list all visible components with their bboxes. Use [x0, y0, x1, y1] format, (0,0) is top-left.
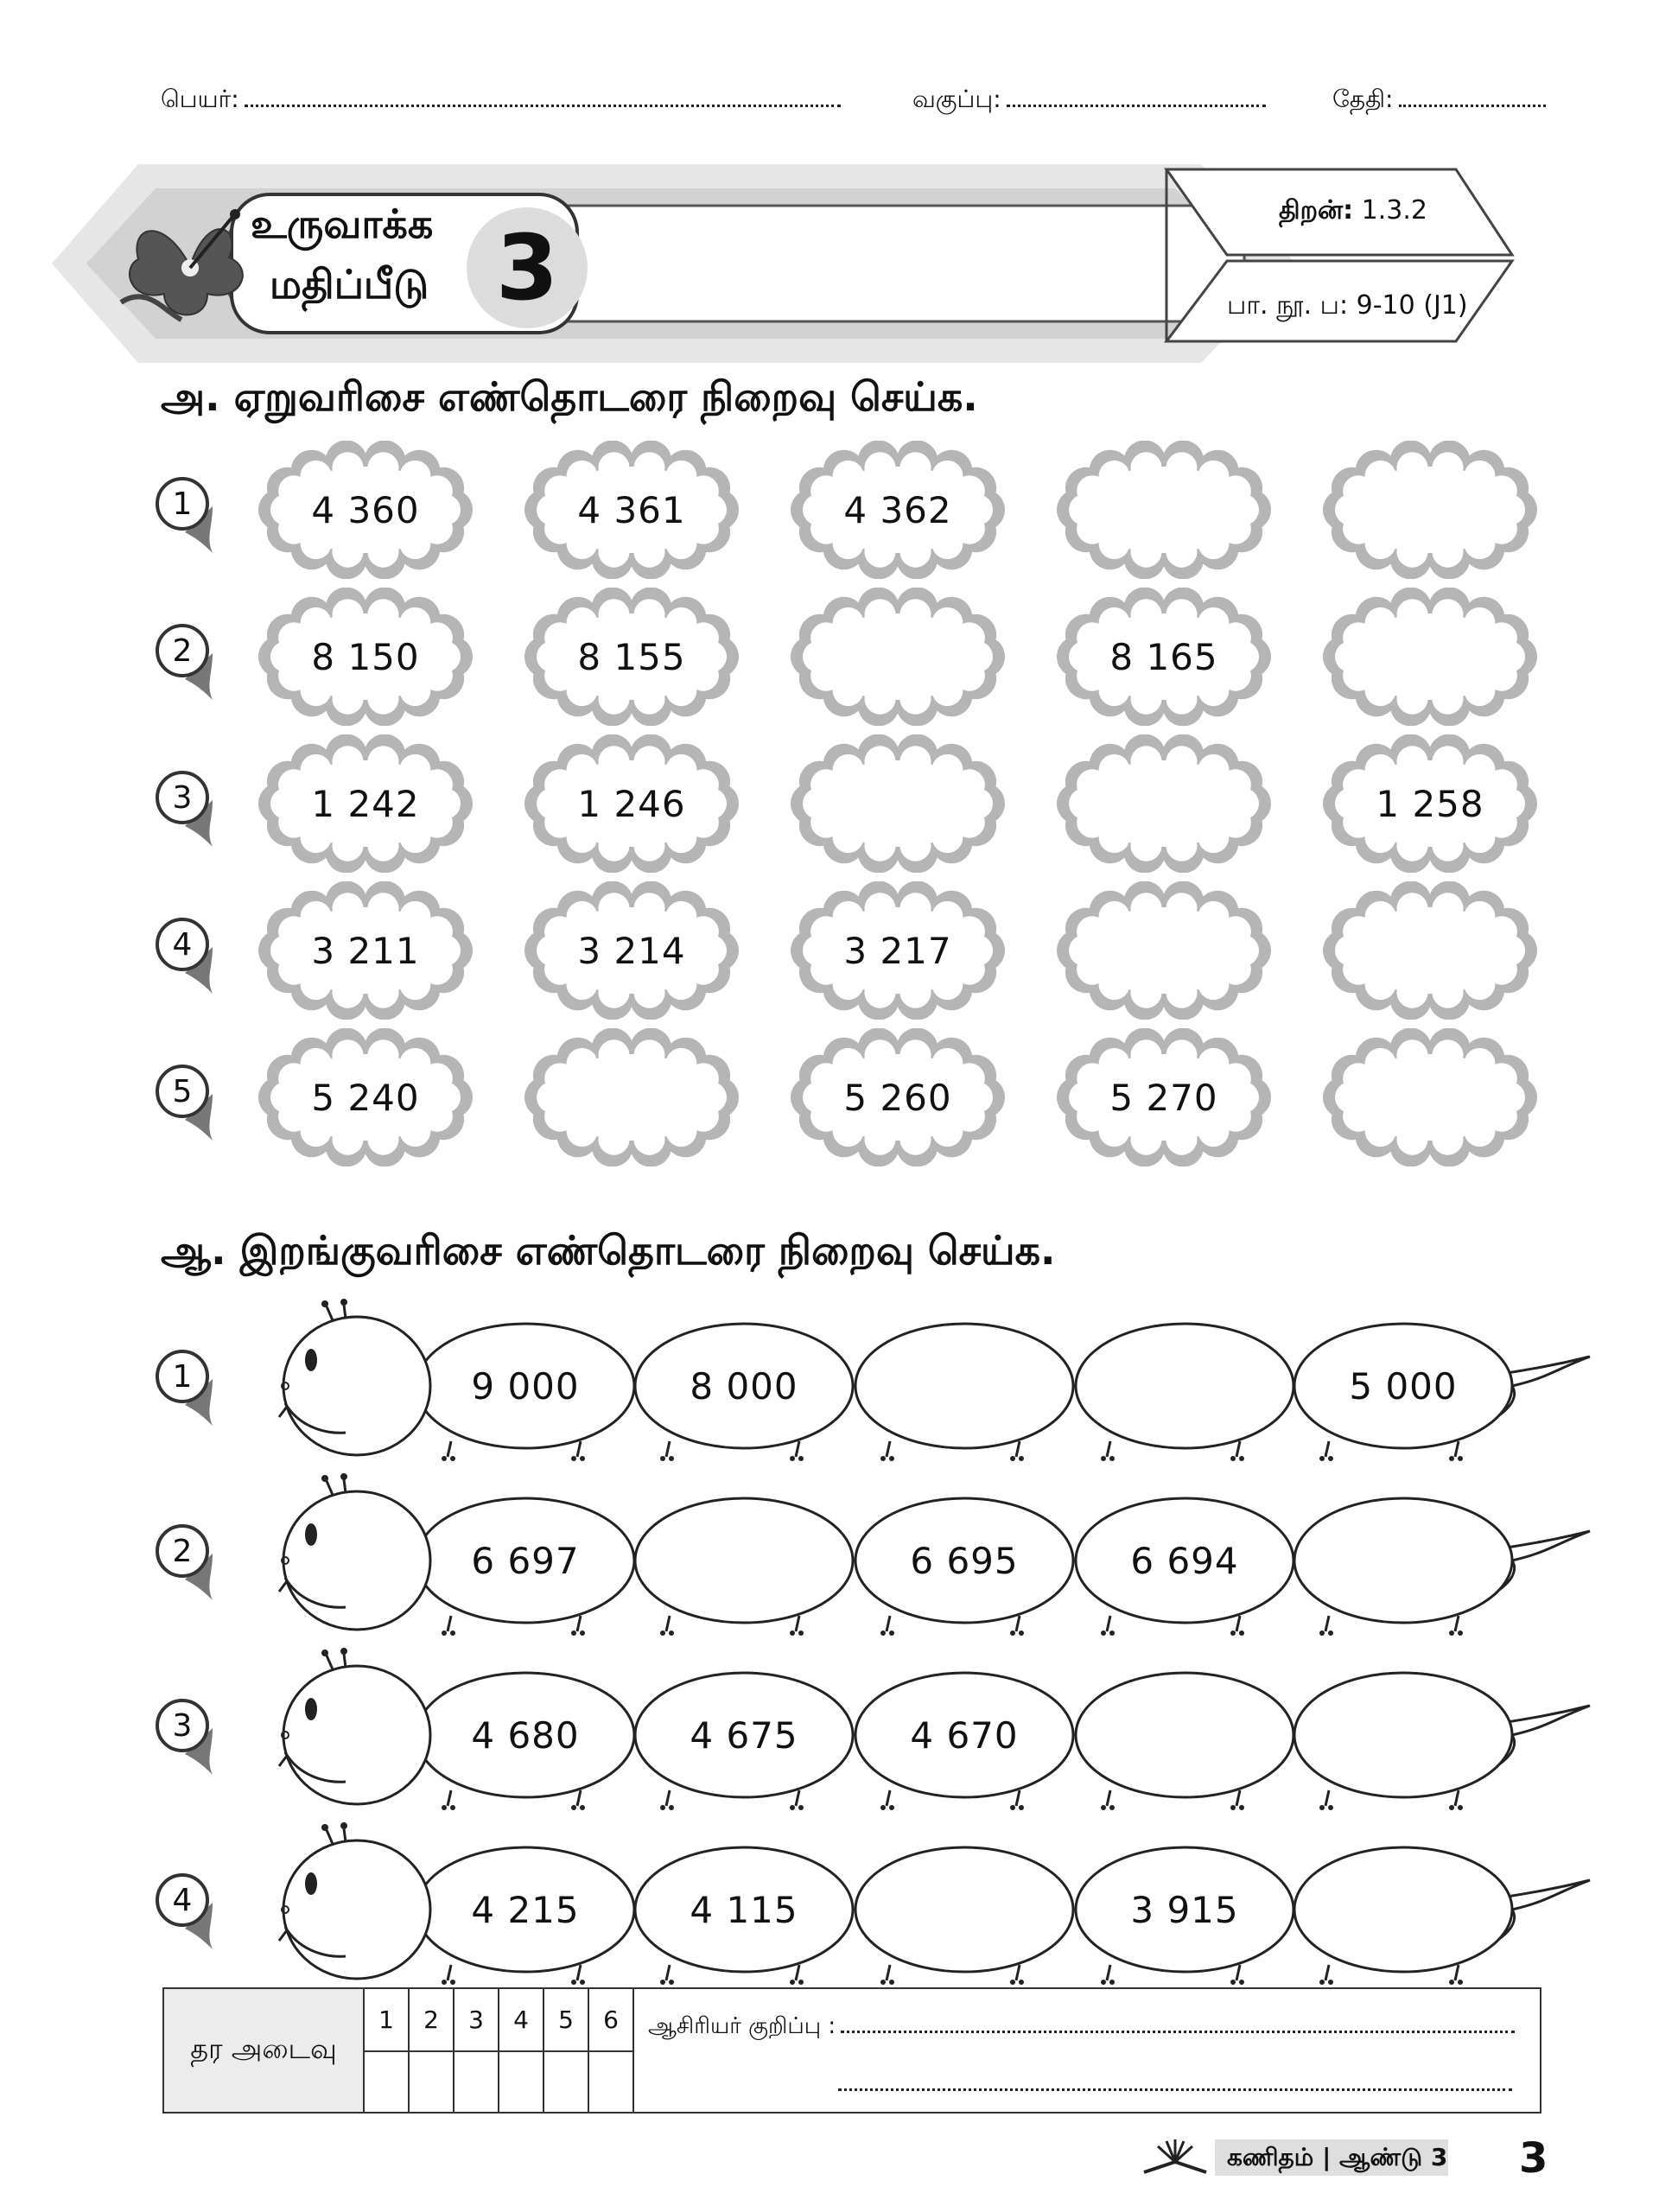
caterpillar-segment	[416, 1675, 634, 1796]
page-footer	[1141, 2134, 1624, 2183]
row-number: 4	[172, 1882, 193, 1918]
assessment-banner	[52, 164, 1573, 363]
caterpillar-segment	[635, 1849, 853, 1970]
class-field[interactable]	[912, 85, 1266, 117]
class-blank[interactable]	[1007, 88, 1266, 107]
row-number-badge	[156, 918, 214, 976]
row-number: 1	[172, 1358, 193, 1395]
row-number-badge	[156, 771, 214, 830]
number-cloud[interactable]	[1056, 734, 1272, 873]
name-blank[interactable]	[245, 88, 841, 107]
teacher-note-label: ஆசிரியர் குறிப்பு :	[648, 2013, 836, 2039]
row-number: 5	[172, 1073, 193, 1109]
cloud-value	[1056, 881, 1272, 1020]
skill-value: 1.3.2	[1361, 195, 1427, 226]
row-number: 3	[172, 1707, 193, 1744]
teacher-note-blank-1[interactable]	[841, 2018, 1515, 2033]
teacher-note-blank-2[interactable]	[838, 2075, 1512, 2091]
row-number-badge	[156, 1873, 214, 1932]
hibiscus-flower-icon	[112, 199, 268, 328]
number-cloud	[1056, 588, 1272, 726]
section-b-row-2	[156, 1471, 1607, 1643]
grade-checkbox-5[interactable]	[544, 2050, 589, 2112]
caterpillar-segment	[1076, 1500, 1294, 1621]
caterpillar-segment[interactable]	[1076, 1675, 1294, 1796]
grade-checkbox-2[interactable]	[410, 2050, 454, 2112]
row-number: 2	[172, 632, 193, 669]
skill-label: திறன்:	[1279, 195, 1354, 226]
grade-level-6: 6	[589, 1989, 634, 2050]
grade-level-5: 5	[544, 1989, 589, 2050]
segment-value: 4 675	[690, 1713, 798, 1757]
segment-value: 8 000	[690, 1364, 798, 1408]
number-cloud	[1056, 1028, 1272, 1166]
cloud-value: 3 214	[577, 929, 686, 972]
cloud-value: 8 155	[577, 635, 686, 678]
banner-title-line1: உருவாக்க	[251, 200, 434, 247]
grade-level-1: 1	[365, 1989, 410, 2050]
cloud-value: 5 260	[843, 1076, 952, 1119]
number-cloud	[1322, 734, 1538, 873]
caterpillar-segment	[855, 1500, 1073, 1621]
number-cloud[interactable]	[1056, 881, 1272, 1020]
banner-title-line2: மதிப்பீடு	[270, 261, 429, 308]
teacher-note[interactable]	[648, 2013, 1515, 2042]
caterpillar-segment[interactable]	[1076, 1325, 1294, 1446]
row-number: 4	[172, 926, 193, 963]
row-number-badge	[156, 1524, 214, 1583]
number-cloud[interactable]	[1322, 441, 1538, 579]
section-b-row-3	[156, 1645, 1607, 1818]
caterpillar-segment	[635, 1675, 853, 1796]
grade-checkbox-4[interactable]	[499, 2050, 544, 2112]
grade-levels	[365, 1989, 634, 2112]
caterpillar-segment[interactable]	[1294, 1849, 1512, 1970]
segment-value: 4 115	[690, 1888, 798, 1931]
number-cloud	[524, 441, 740, 579]
caterpillar-segment[interactable]	[855, 1325, 1073, 1446]
section-a-row-3	[156, 734, 1555, 873]
grade-level-2: 2	[410, 1989, 454, 2050]
caterpillar-segment	[1294, 1325, 1512, 1446]
student-info-fields	[161, 85, 1560, 128]
footer-subject: கணிதம் | ஆண்டு 3	[1227, 2143, 1448, 2171]
date-blank[interactable]	[1399, 88, 1546, 107]
number-cloud	[524, 734, 740, 873]
name-label: பெயர்:	[161, 85, 239, 113]
row-number: 3	[172, 779, 193, 816]
number-cloud	[257, 734, 474, 873]
caterpillar-segment	[635, 1325, 853, 1446]
assessment-number-badge: 3	[467, 207, 588, 328]
number-cloud	[524, 588, 740, 726]
class-label: வகுப்பு:	[912, 85, 1001, 113]
row-number-badge	[156, 1350, 214, 1408]
caterpillar-segment	[416, 1325, 634, 1446]
number-cloud	[790, 1028, 1006, 1166]
number-cloud[interactable]	[790, 734, 1006, 873]
book-page-info	[1227, 290, 1468, 324]
segment-value: 4 670	[910, 1713, 1019, 1757]
segment-value: 3 915	[1130, 1888, 1239, 1931]
book-logo-icon	[1141, 2138, 1210, 2176]
caterpillar-segment	[855, 1675, 1073, 1796]
segment-value: 6 694	[1130, 1539, 1239, 1582]
number-cloud	[790, 881, 1006, 1020]
cloud-value: 1 246	[577, 782, 686, 825]
cloud-value	[1322, 588, 1538, 726]
section-a-row-5	[156, 1028, 1555, 1166]
cloud-value: 4 360	[311, 488, 420, 531]
number-cloud[interactable]	[1322, 588, 1538, 726]
cloud-value: 5 270	[1109, 1076, 1218, 1119]
segment-value: 9 000	[471, 1364, 580, 1408]
number-cloud	[524, 881, 740, 1020]
cloud-value	[1056, 734, 1272, 873]
number-cloud	[257, 441, 474, 579]
number-cloud[interactable]	[1322, 881, 1538, 1020]
caterpillar-segment	[416, 1500, 634, 1621]
cloud-value	[1322, 881, 1538, 1020]
skill-info	[1279, 195, 1427, 229]
cloud-value: 5 240	[311, 1076, 420, 1119]
grade-level-3: 3	[454, 1989, 499, 2050]
cloud-value: 3 211	[311, 929, 420, 972]
number-cloud	[790, 441, 1006, 579]
row-number-badge	[156, 477, 214, 536]
section-b-row-1	[156, 1296, 1607, 1469]
section-a-title: அ. ஏறுவரிசை எண்தொடரை நிறைவு செய்க.	[161, 373, 978, 420]
segment-value: 5 000	[1349, 1364, 1458, 1408]
caterpillar-segment[interactable]	[855, 1849, 1073, 1970]
cloud-value: 8 165	[1109, 635, 1218, 678]
caterpillar-segment	[416, 1849, 634, 1970]
cloud-value	[1056, 441, 1272, 579]
cloud-value: 3 217	[843, 929, 952, 972]
row-number-badge	[156, 1699, 214, 1758]
grade-label: தர அடைவு	[164, 1989, 365, 2112]
grade-table	[162, 1987, 1541, 2113]
number-cloud[interactable]	[790, 588, 1006, 726]
date-label: தேதி:	[1332, 85, 1394, 113]
section-b-row-4	[156, 1820, 1607, 1993]
cloud-value	[790, 734, 1006, 873]
cloud-value: 1 258	[1376, 782, 1484, 825]
cloud-value	[524, 1028, 740, 1166]
row-number-badge	[156, 624, 214, 683]
segment-value: 4 215	[471, 1888, 580, 1931]
number-cloud[interactable]	[524, 1028, 740, 1166]
book-label: பா. நூ. ப:	[1227, 290, 1349, 321]
number-cloud	[257, 1028, 474, 1166]
row-number: 2	[172, 1533, 193, 1569]
caterpillar-segment[interactable]	[1294, 1500, 1512, 1621]
row-number: 1	[172, 486, 193, 522]
caterpillar-segment[interactable]	[635, 1500, 853, 1621]
number-cloud[interactable]	[1322, 1028, 1538, 1166]
cloud-value: 1 242	[311, 782, 420, 825]
cloud-value: 8 150	[311, 635, 420, 678]
number-cloud	[257, 588, 474, 726]
caterpillar-segment[interactable]	[1294, 1675, 1512, 1796]
section-a-row-4	[156, 881, 1555, 1020]
grade-checkbox-1[interactable]	[365, 2050, 410, 2112]
book-value: 9-10 (J1)	[1356, 290, 1468, 321]
cloud-value: 4 362	[843, 488, 952, 531]
grade-checkbox-3[interactable]	[454, 2050, 499, 2112]
grade-checkbox-6[interactable]	[589, 2050, 634, 2112]
date-field[interactable]	[1332, 85, 1546, 117]
row-number-badge	[156, 1065, 214, 1123]
cloud-value: 4 361	[577, 488, 686, 531]
page-number: 3	[1519, 2134, 1548, 2183]
grade-level-4: 4	[499, 1989, 544, 2050]
name-field[interactable]	[161, 85, 841, 117]
segment-value: 4 680	[471, 1713, 580, 1757]
section-a-row-2	[156, 588, 1555, 726]
cloud-value	[1322, 441, 1538, 579]
segment-value: 6 695	[910, 1539, 1019, 1582]
number-cloud[interactable]	[1056, 441, 1272, 579]
caterpillar-segment	[1076, 1849, 1294, 1970]
segment-value: 6 697	[471, 1539, 580, 1582]
section-a-row-1	[156, 441, 1555, 579]
cloud-value	[790, 588, 1006, 726]
number-cloud	[257, 881, 474, 1020]
section-b-title: ஆ. இறங்குவரிசை எண்தொடரை நிறைவு செய்க.	[161, 1227, 1056, 1274]
cloud-value	[1322, 1028, 1538, 1166]
